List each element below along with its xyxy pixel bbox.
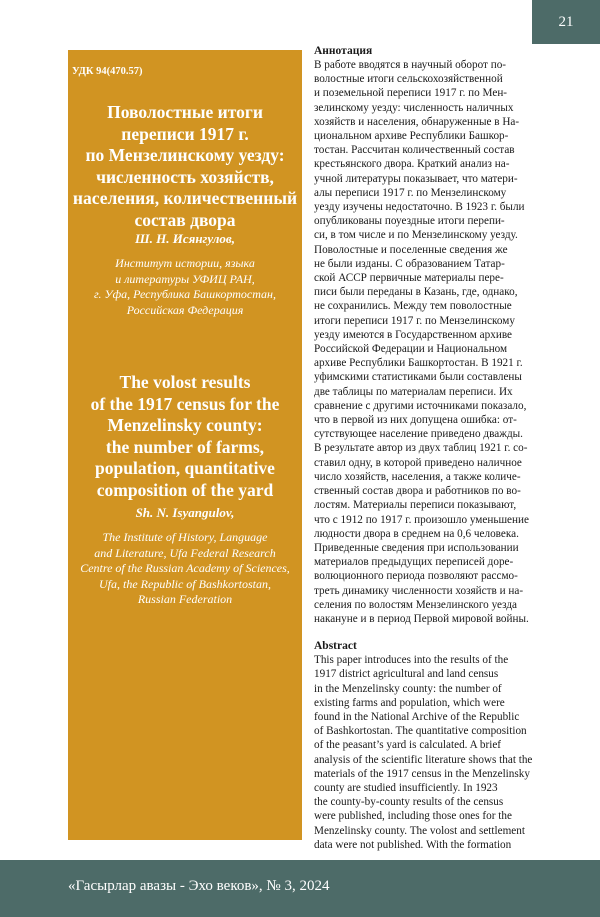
udc-code: УДК 94(470.57)	[72, 66, 222, 77]
english-title: The volost results of the 1917 census for the Menzelinsky county: the number of farms, population, quantitative composition of the yard	[68, 372, 302, 501]
english-abstract-heading: Abstract	[314, 639, 548, 653]
russian-abstract-text: В работе вводятся в научный оборот по- волостные итоги сельскохозяйственной и поземельной переписи 1917 г. по Мен- зелинскому уезду: численность наличных хозяйств и населения, обнаруженные в На- циональном архиве Республики Башкор- тостан. Рассчитан количественный состав крестьянского двора. Краткий анализ на- учной литературы показывает, что матери- алы переписи 1917 г. по Мензелинскому уезду изучены недостаточно. В 1923 г. были опубликованы поуездные итоги перепи- си, в том числе и по Мензелинскому уезду. Поволостные и поселенные сведения же не были изданы. С образованием Татар- ской АССР первичные материалы пере- писи были переданы в Казань, где, однако, не сохранились. Между тем поволостные итоги переписи 1917 г. по Мензелинскому уезду имеются в Государственном архиве Российской Федерации и Национальном архиве Республики Башкортостан. В 1921 г. уфимскими статистиками были составлены две таблицы по материалам переписи. Их сравнение с другими источниками показало, что в первой из них допущена ошибка: от- сутствующее население приведено дважды. В результате автор из двух таблиц 1921 г. со- ставил одну, в которой приведено наличное число хозяйств, населения, а также количе- ственный состав двора и работников по во- лостям. Материалы переписи показывают, что с 1912 по 1917 г. произошло уменьшение людности двора в среднем на 0,6 человека. Приведенные сведения при использовании материалов предыдущих переписей доре- волюционного периода позволяют рассмо- треть динамику численности хозяйств и на- селения по волостям Мензелинского уезда накануне и в период Первой мировой войны.	[314, 58, 548, 626]
footer-bar	[0, 860, 600, 917]
english-author: Sh. N. Isyangulov,	[68, 505, 302, 521]
english-affiliation: The Institute of History, Language and Literature, Ufa Federal Research Centre of the Russian Academy of Sciences, Ufa, the Republic of Bashkortostan, Russian Federation	[68, 530, 302, 608]
russian-abstract-heading: Аннотация	[314, 44, 548, 58]
top-bar	[0, 0, 600, 44]
page-number: 21	[532, 0, 600, 44]
journal-citation: «Гасырлар авазы - Эхо веков», № 3, 2024	[68, 878, 330, 895]
russian-title: Поволостные итоги переписи 1917 г. по Мензелинскому уезду: численность хозяйств, населения, количественный состав двора	[68, 102, 302, 231]
russian-affiliation: Институт истории, языка и литературы УФИЦ РАН, г. Уфа, Республика Башкортостан, Российская Федерация	[68, 256, 302, 318]
english-abstract-text: This paper introduces into the results of the 1917 district agricultural and land census in the Menzelinsky county: the number of existing farms and population, which were found in the National Archive of the Republic of Bashkortostan. The quantitative composition of the peasant’s yard is calculated. A brief analysis of the scientific literature shows that the materials of the 1917 census in the Menzelinsky county are studied insufficiently. In 1923 the county-by-county results of the census were published, including those ones for the Menzelinsky county. The volost and settlement data were not published. With the formation	[314, 653, 548, 852]
abstract-column	[314, 44, 548, 852]
russian-author: Ш. Н. Исянгулов,	[68, 231, 302, 247]
